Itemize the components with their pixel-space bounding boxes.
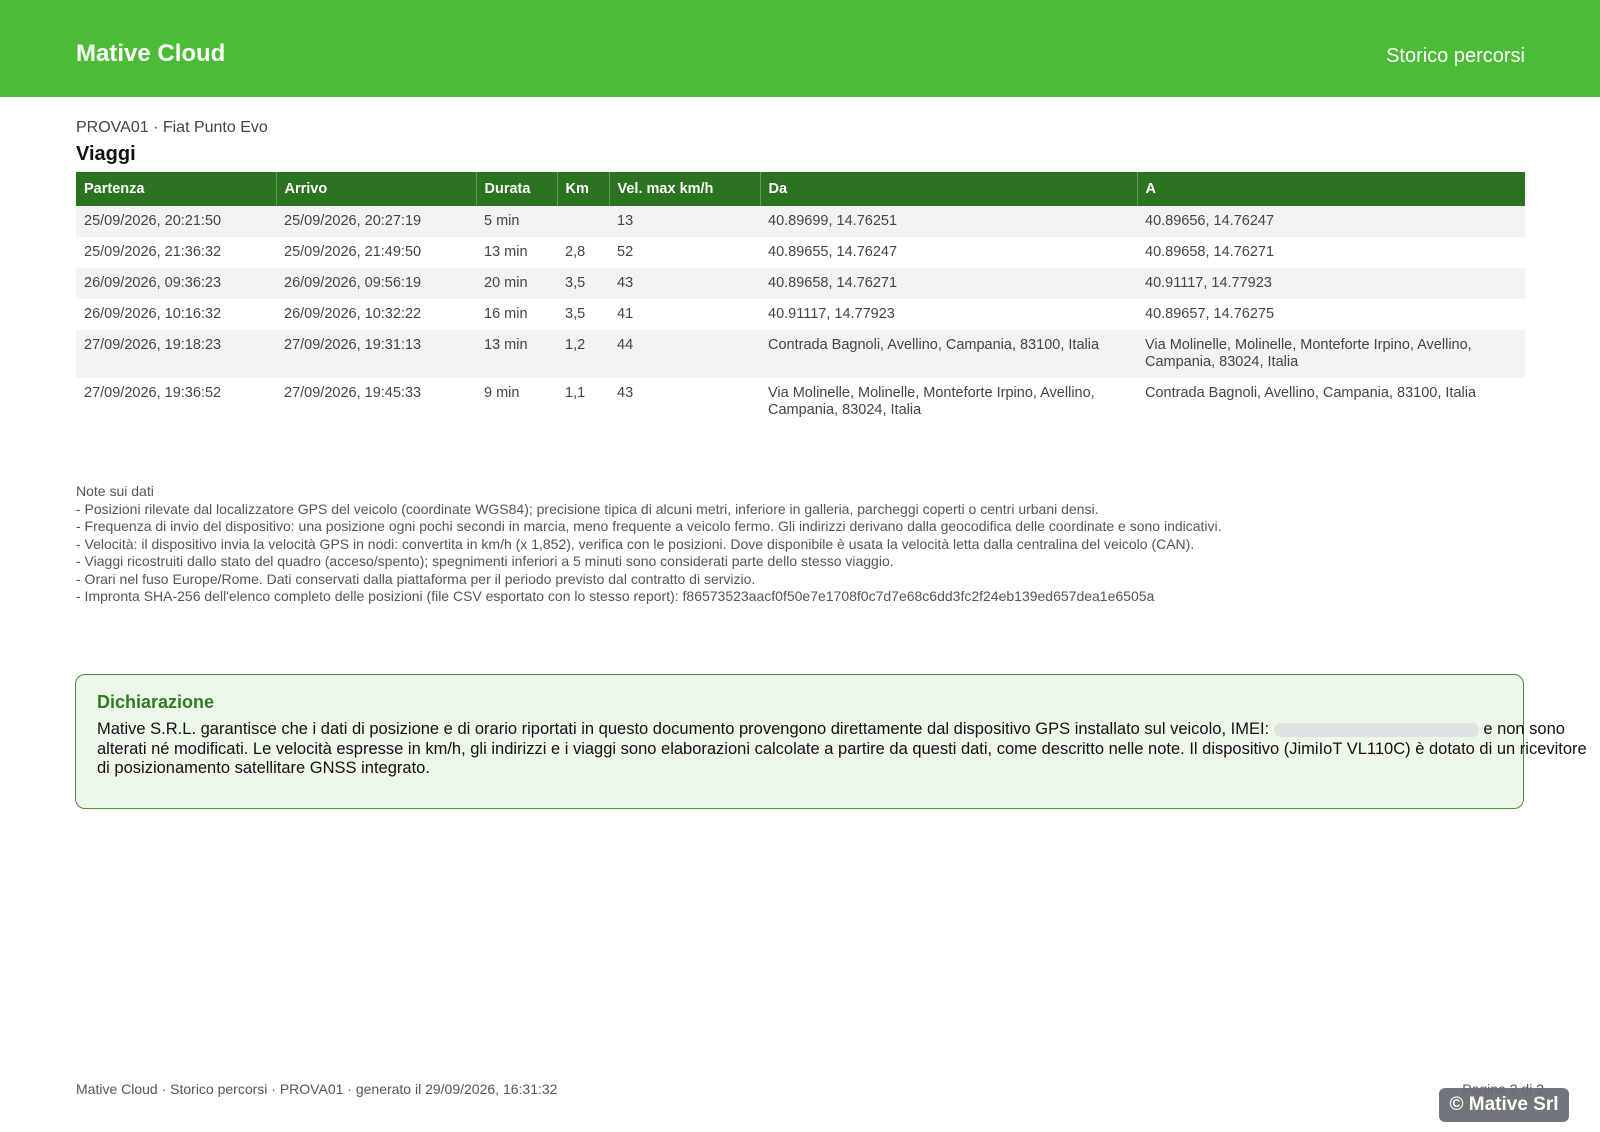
table-header-row [76,172,1525,206]
cell-partenza: 27/09/2026, 19:36:52 [76,378,276,426]
vehicle-label: PROVA01 · Fiat Punto Evo [76,119,268,136]
cell-km: 1,2 [557,330,609,378]
cell-da: Contrada Bagnoli, Avellino, Campania, 83100, Italia [760,330,1137,378]
declaration-box [75,674,1587,809]
column-header-vel-max: Vel. max km/h [609,172,760,206]
table-row [76,268,1525,299]
notes-title: Note sui dati [76,483,154,499]
cell-durata: 9 min [476,378,557,426]
cell-durata: 16 min [476,299,557,330]
cell-da: 40.91117, 14.77923 [760,299,1137,330]
declaration-title: Dichiarazione [97,692,215,712]
cell-partenza: 27/09/2026, 19:18:23 [76,330,276,378]
cell-partenza: 26/09/2026, 10:16:32 [76,299,276,330]
cell-km: 3,5 [557,268,609,299]
cell-da: Via Molinelle, Molinelle, Monteforte Irpino, Avellino, Campania, 83024, Italia [760,378,1137,426]
cell-a: 40.91117, 14.77923 [1137,268,1525,299]
cell-arrivo: 27/09/2026, 19:45:33 [276,378,476,426]
cell-a: Contrada Bagnoli, Avellino, Campania, 83100, Italia [1137,378,1525,426]
cell-da: 40.89658, 14.76271 [760,268,1137,299]
cell-da: 40.89655, 14.76247 [760,237,1137,268]
cell-km: 2,8 [557,237,609,268]
note-line: - Velocità: il dispositivo invia la velocità GPS in nodi: convertita in km/h (x 1,852), verifica con le posizioni. Dove disponibile è usata la velocità letta dalla centralina del veicolo (CAN). [76,535,1195,552]
cell-durata: 20 min [476,268,557,299]
copyright-watermark: © Mative Srl [1439,1088,1569,1122]
cell-a: Via Molinelle, Molinelle, Monteforte Irpino, Avellino, Campania, 83024, Italia [1137,330,1525,378]
note-line: - Frequenza di invio del dispositivo: una posizione ogni pochi secondi in marcia, meno frequente a veicolo fermo. Gli indirizzi derivano dalla geocodifica delle coordinate e sono indicativi. [76,518,1222,534]
column-header-partenza: Partenza [76,172,276,206]
cell-partenza: 25/09/2026, 21:36:32 [76,237,276,268]
cell-a: 40.89656, 14.76247 [1137,206,1525,237]
brand-name: Mative Cloud [76,40,226,67]
table-row [76,206,1525,237]
cell-arrivo: 26/09/2026, 09:56:19 [276,268,476,299]
cell-da: 40.89699, 14.76251 [760,206,1137,237]
table-row [76,378,1525,426]
cell-vel-max: 44 [609,330,760,378]
report-header [0,0,1600,97]
note-line: - Viaggi ricostruiti dallo stato del quadro (acceso/spento); spegnimenti inferiori a 5 minuti sono considerati parte dello stesso viaggio. [76,553,894,569]
cell-vel-max: 43 [609,378,760,426]
cell-arrivo: 25/09/2026, 21:49:50 [276,237,476,268]
cell-arrivo: 26/09/2026, 10:32:22 [276,299,476,330]
cell-km: 3,5 [557,299,609,330]
declaration-text-end: e non sono alterati né modificati. Le velocità espresse in km/h, gli indirizzi e i viaggi sono elaborazioni calcolate a partire da questi dati, come descritto nelle note. Il dispositivo (JimiIoT VL110C) è dotato di un ricevitore di posizionamento satellitare GNSS integrato. [97,720,1587,777]
note-line: - Posizioni rilevate dal localizzatore GPS del veicolo (coordinate WGS84); precisione tipica di alcuni metri, inferiore in galleria, parcheggi coperti o centri urbani densi. [76,500,1099,517]
column-header-a: A [1137,172,1525,206]
cell-partenza: 26/09/2026, 09:36:23 [76,268,276,299]
trips-table [76,172,1525,426]
table-row [76,299,1525,330]
cell-km: 1,1 [557,378,609,426]
cell-durata: 13 min [476,237,557,268]
cell-vel-max: 43 [609,268,760,299]
section-title: Viaggi [76,143,136,165]
table-row [76,330,1525,378]
declaration-text [97,720,1587,779]
column-header-durata: Durata [476,172,557,206]
column-header-arrivo: Arrivo [276,172,476,206]
column-header-da: Da [760,172,1137,206]
cell-durata: 13 min [476,330,557,378]
cell-a: 40.89658, 14.76271 [1137,237,1525,268]
cell-vel-max: 13 [609,206,760,237]
cell-vel-max: 52 [609,237,760,268]
cell-vel-max: 41 [609,299,760,330]
cell-partenza: 25/09/2026, 20:21:50 [76,206,276,237]
cell-a: 40.89657, 14.76275 [1137,299,1525,330]
data-notes [76,483,1536,606]
cell-durata: 5 min [476,206,557,237]
report-title: Storico percorsi [1386,45,1525,67]
column-header-km: Km [557,172,609,206]
cell-arrivo: 27/09/2026, 19:31:13 [276,330,476,378]
cell-km [557,206,609,237]
note-line: - Impronta SHA-256 dell'elenco completo delle posizioni (file CSV esportato con lo stesso report): f86573523aacf0f50e7e1708f0c7d7e68c6dd3fc2f24eb139ed657dea1e6505a [76,588,1155,604]
redacted-imei [1274,723,1479,737]
footer-info: Mative Cloud · Storico percorsi · PROVA01 · generato il 29/09/2026, 16:31:32 [76,1081,558,1097]
note-line: - Orari nel fuso Europe/Rome. Dati conservati dalla piattaforma per il periodo previsto dal contratto di servizio. [76,570,756,587]
declaration-text-start: Mative S.R.L. garantisce che i dati di posizione e di orario riportati in questo documento provengono direttamente dal dispositivo GPS installato sul veicolo, IMEI: [97,720,1270,738]
cell-arrivo: 25/09/2026, 20:27:19 [276,206,476,237]
table-row [76,237,1525,268]
